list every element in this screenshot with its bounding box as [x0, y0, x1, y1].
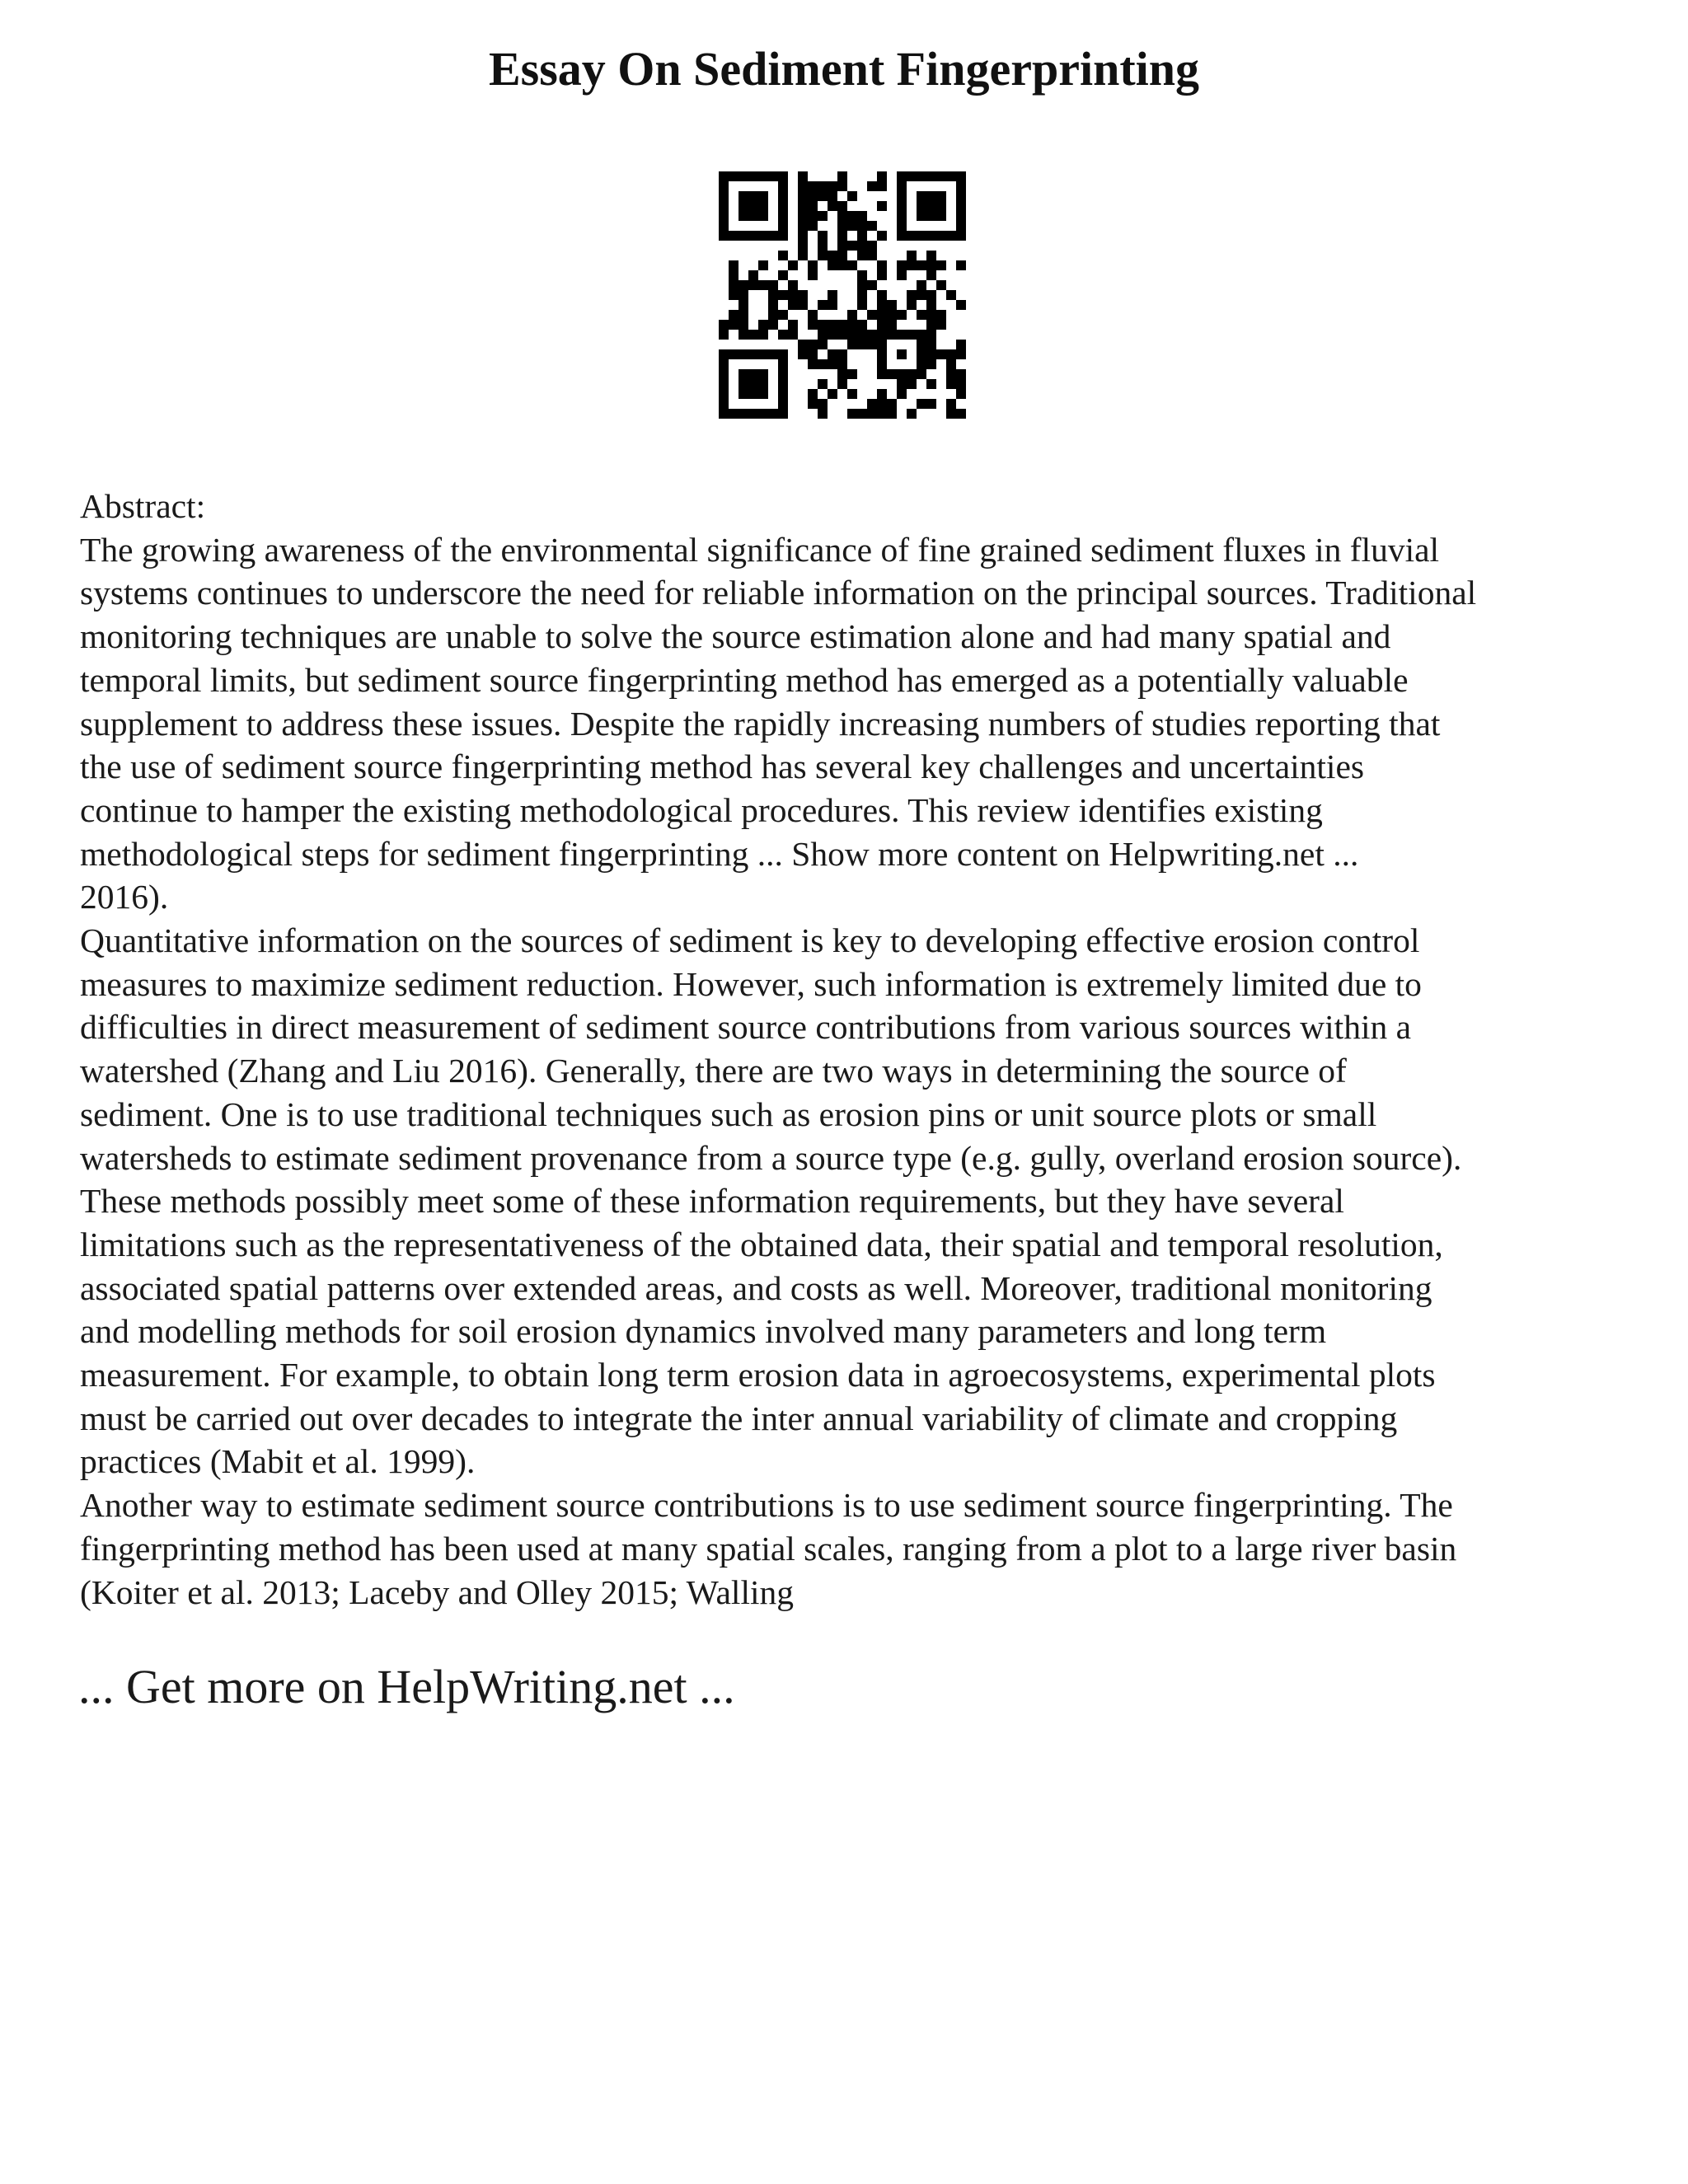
text-line: must be carried out over decades to integrate the inter annual variability of climate and cropping — [80, 1399, 1398, 1437]
text-line: continue to hamper the existing methodological procedures. This review identifies existing — [80, 790, 1323, 829]
text-line: limitations such as the representativeness of the obtained data, their spatial and temporal resolution, — [80, 1225, 1443, 1263]
text-line: measurement. For example, to obtain long term erosion data in agroecosystems, experimental plots — [80, 1356, 1436, 1394]
text-line: watersheds to estimate sediment provenance from a source type (e.g. gully, overland erosion source). — [80, 1138, 1462, 1177]
text-line: associated spatial patterns over extended areas, and costs as well. Moreover, traditional monitoring — [80, 1268, 1432, 1307]
text-line: 2016). — [80, 878, 169, 916]
document-title: Essay On Sediment Fingerprinting — [488, 42, 1200, 96]
text-line: temporal limits, but sediment source fingerprinting method has emerged as a potentially valuable — [80, 660, 1409, 699]
text-line: difficulties in direct measurement of sediment source contributions from various sources within a — [80, 1008, 1412, 1047]
text-line: and modelling methods for soil erosion dynamics involved many parameters and long term — [80, 1312, 1327, 1351]
get-more-link[interactable]: ... Get more on HelpWriting.net ... — [78, 1660, 735, 1713]
text-line: fingerprinting method has been used at many spatial scales, ranging from a plot to a large river basin — [80, 1529, 1457, 1568]
qr-code-icon — [719, 171, 966, 419]
text-line: Another way to estimate sediment source contributions is to use sediment source fingerprinting. The — [80, 1486, 1453, 1525]
text-line: sediment. One is to use traditional techniques such as erosion pins or unit source plots or small — [80, 1094, 1377, 1133]
text-line: (Koiter et al. 2013; Laceby and Olley 2015; Walling — [80, 1572, 795, 1611]
text-line: supplement to address these issues. Despite the rapidly increasing numbers of studies reporting that — [80, 704, 1441, 743]
text-line: measures to maximize sediment reduction. However, such information is extremely limited due to — [80, 964, 1422, 1003]
text-line: the use of sediment source fingerprinting method has several key challenges and uncertainties — [80, 748, 1365, 786]
text-line: monitoring techniques are unable to solve the source estimation alone and had many spatial and — [80, 617, 1391, 656]
text-line: systems continues to underscore the need for reliable information on the principal sources. Traditional — [80, 574, 1477, 612]
text-line: practices (Mabit et al. 1999). — [80, 1442, 476, 1481]
abstract-heading: Abstract: — [80, 487, 206, 525]
text-line: Quantitative information on the sources of sediment is key to developing effective erosion control — [80, 921, 1420, 960]
show-more-line: methodological steps for sediment fingerprinting ... Show more content on Helpwriting.net ... — [80, 834, 1359, 873]
text-line: These methods possibly meet some of these information requirements, but they have several — [80, 1182, 1344, 1221]
text-line: The growing awareness of the environmental significance of fine grained sediment fluxes in fluvial — [80, 530, 1440, 569]
document-body — [80, 485, 1629, 1614]
text-line: watershed (Zhang and Liu 2016). Generally, there are two ways in determining the source of — [80, 1052, 1347, 1090]
